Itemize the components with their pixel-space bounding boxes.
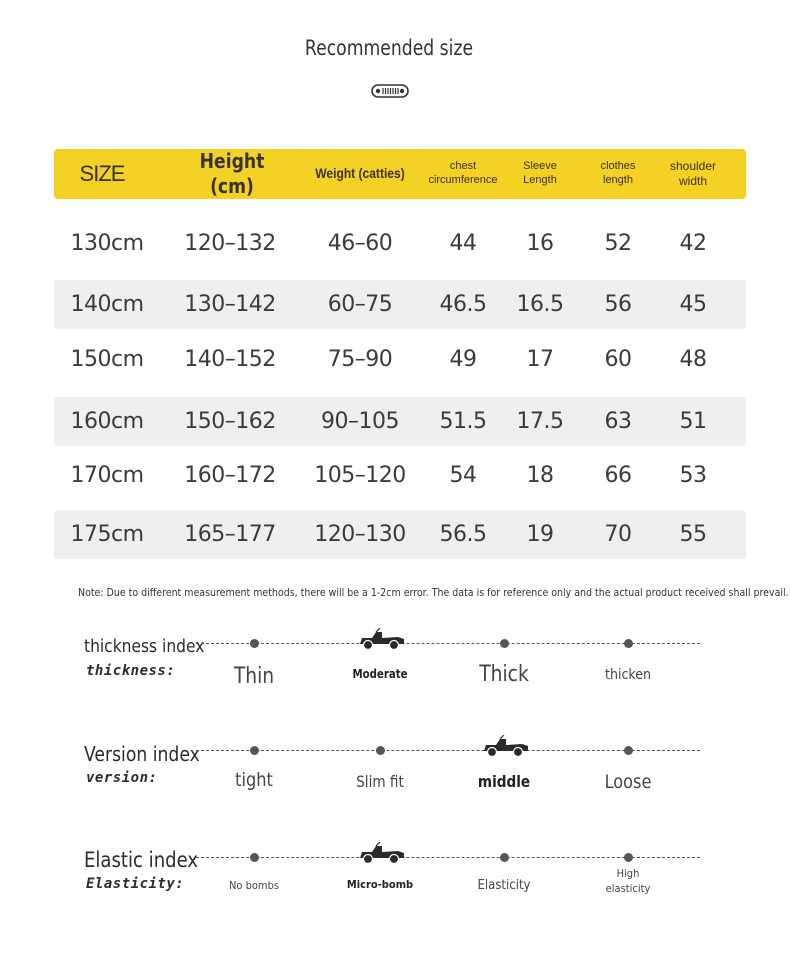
scale-dot bbox=[500, 639, 509, 648]
scale-option-label: tight bbox=[235, 769, 273, 791]
table-cell: 120–132 bbox=[184, 231, 276, 256]
table-cell: 75–90 bbox=[327, 347, 393, 372]
scale-option-label: thicken bbox=[605, 667, 651, 683]
table-cell: 17.5 bbox=[516, 409, 564, 434]
index-title: Elastic index bbox=[84, 848, 199, 872]
table-cell: 130–142 bbox=[184, 292, 276, 317]
scale-dot bbox=[250, 639, 259, 648]
table-cell: 120–130 bbox=[314, 522, 406, 547]
index-subtitle: Elasticity: bbox=[86, 876, 185, 892]
index-subtitle: thickness: bbox=[86, 663, 176, 679]
table-cell: 45 bbox=[679, 292, 707, 317]
index-title: thickness index bbox=[84, 636, 205, 657]
table-row bbox=[54, 451, 746, 500]
table-cell: 51.5 bbox=[439, 409, 487, 434]
table-cell: 49 bbox=[449, 347, 477, 372]
table-cell: 44 bbox=[449, 231, 477, 256]
jeep-icon bbox=[358, 842, 406, 866]
table-cell: 16 bbox=[526, 231, 554, 256]
jeep-icon bbox=[482, 735, 530, 759]
table-row bbox=[54, 280, 746, 329]
scale-option-label: No bombs bbox=[228, 879, 280, 892]
table-cell: 165–177 bbox=[184, 522, 276, 547]
table-cell: 54 bbox=[449, 463, 477, 488]
table-cell: 140–152 bbox=[184, 347, 276, 372]
table-cell: 60 bbox=[604, 347, 632, 372]
table-cell: 160–172 bbox=[184, 463, 276, 488]
table-cell: 60–75 bbox=[327, 292, 393, 317]
table-cell: 52 bbox=[604, 231, 632, 256]
scale-option-label: Thick bbox=[479, 662, 529, 687]
scale-option-label: Moderate bbox=[352, 667, 408, 681]
scale-dot bbox=[624, 639, 633, 648]
scale-dot bbox=[624, 853, 633, 862]
table-cell: 150cm bbox=[70, 347, 144, 372]
table-cell: 48 bbox=[679, 347, 707, 372]
scale-dot bbox=[624, 746, 633, 755]
table-cell: 140cm bbox=[70, 292, 144, 317]
table-cell: 170cm bbox=[70, 463, 144, 488]
scale-option-label: Micro-bomb bbox=[346, 878, 414, 891]
table-row bbox=[54, 219, 746, 268]
index-title: Version index bbox=[84, 742, 200, 766]
index-subtitle: version: bbox=[86, 770, 158, 786]
scale-dot bbox=[250, 853, 259, 862]
scale-dot bbox=[376, 746, 385, 755]
table-cell: 160cm bbox=[70, 409, 144, 434]
table-cell: 70 bbox=[604, 522, 632, 547]
scale-dot bbox=[500, 853, 509, 862]
header-height: Height (cm) bbox=[199, 149, 265, 198]
scale-option-label: Thin bbox=[233, 664, 275, 689]
jeep-grille-icon bbox=[371, 84, 409, 98]
table-cell: 56 bbox=[604, 292, 632, 317]
size-table-header bbox=[54, 149, 746, 199]
table-cell: 66 bbox=[604, 463, 632, 488]
table-cell: 90–105 bbox=[321, 409, 399, 434]
table-cell: 56.5 bbox=[439, 522, 487, 547]
table-row bbox=[54, 335, 746, 384]
scale-dot bbox=[250, 746, 259, 755]
jeep-icon bbox=[358, 628, 406, 652]
header-shoulder: shoulder width bbox=[669, 159, 717, 188]
page-title: Recommended size bbox=[304, 36, 474, 60]
table-cell: 46–60 bbox=[327, 231, 393, 256]
table-cell: 17 bbox=[526, 347, 554, 372]
table-cell: 51 bbox=[679, 409, 707, 434]
table-cell: 18 bbox=[526, 463, 554, 488]
header-clothes-length: clothes length bbox=[600, 160, 636, 186]
table-cell: 63 bbox=[604, 409, 632, 434]
scale-option-label: middle bbox=[477, 772, 531, 791]
table-cell: 19 bbox=[526, 522, 554, 547]
table-cell: 55 bbox=[679, 522, 707, 547]
scale-option-label: Loose bbox=[604, 771, 652, 793]
table-cell: 53 bbox=[679, 463, 707, 488]
table-cell: 46.5 bbox=[439, 292, 487, 317]
scale-option-label: High elasticity bbox=[605, 867, 651, 895]
table-cell: 42 bbox=[679, 231, 707, 256]
measurement-note: Note: Due to different measurement methods, there will be a 1-2cm error. The data is for reference only and the actual product received shall prevail. bbox=[78, 587, 789, 599]
header-sleeve: Sleeve Length bbox=[523, 160, 557, 186]
table-row bbox=[54, 397, 746, 446]
header-chest: chest circumference bbox=[428, 160, 498, 186]
table-cell: 105–120 bbox=[314, 463, 406, 488]
table-cell: 150–162 bbox=[184, 409, 276, 434]
table-cell: 16.5 bbox=[516, 292, 564, 317]
table-row bbox=[54, 510, 746, 559]
scale-option-label: Elasticity bbox=[477, 878, 531, 893]
table-cell: 175cm bbox=[70, 522, 144, 547]
table-cell: 130cm bbox=[70, 231, 144, 256]
header-weight: Weight (catties) bbox=[315, 165, 405, 182]
scale-option-label: Slim fit bbox=[356, 772, 404, 791]
header-size: SIZE bbox=[79, 161, 125, 187]
